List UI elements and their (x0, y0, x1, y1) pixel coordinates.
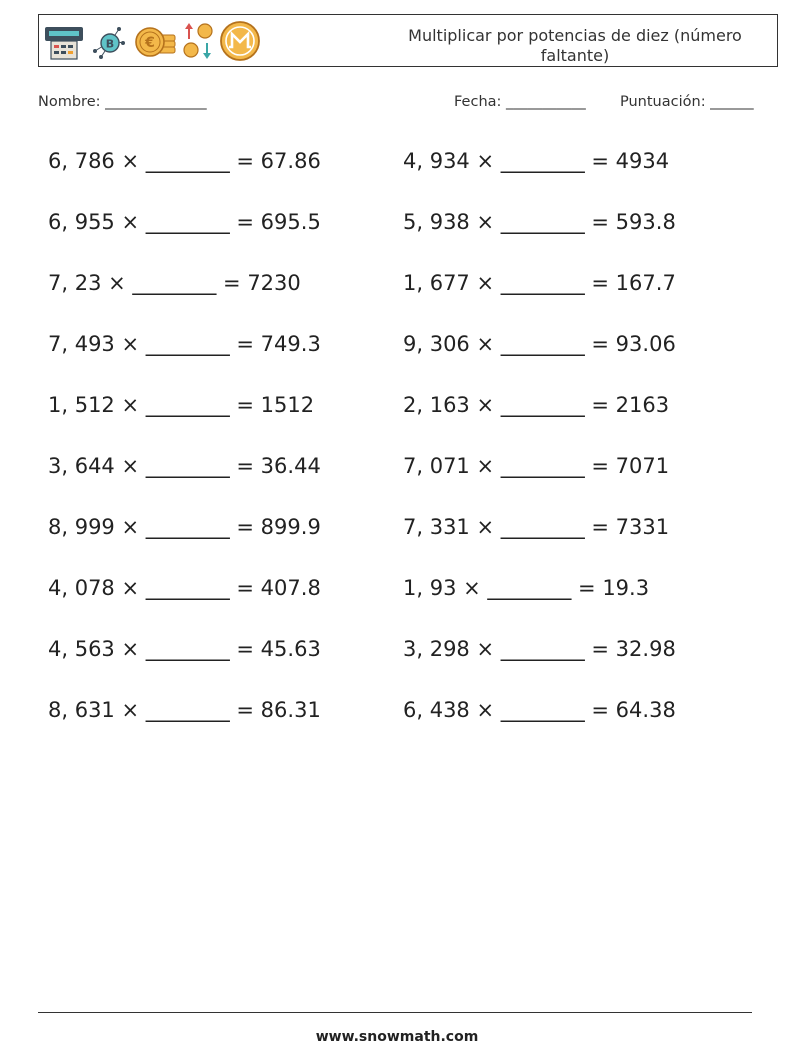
problem-left-7: 8, 999 × ________ = 899.9 (48, 515, 321, 539)
problem-right-2: 5, 938 × ________ = 593.8 (403, 210, 676, 234)
problem-right-6: 7, 071 × ________ = 7071 (403, 454, 670, 478)
problem-left-3: 7, 23 × ________ = 7230 (48, 271, 301, 295)
problem-right-4: 9, 306 × ________ = 93.06 (403, 332, 676, 356)
problem-left-9: 4, 563 × ________ = 45.63 (48, 637, 321, 661)
currency-exchange-icon (181, 21, 215, 61)
bitcoin-network-icon (89, 21, 129, 61)
problem-left-4: 7, 493 × ________ = 749.3 (48, 332, 321, 356)
name-field-label: Nombre: ______________ (38, 94, 207, 110)
problem-right-5: 2, 163 × ________ = 2163 (403, 393, 670, 417)
problem-right-1: 4, 934 × ________ = 4934 (403, 149, 670, 173)
problem-right-7: 7, 331 × ________ = 7331 (403, 515, 670, 539)
problem-left-6: 3, 644 × ________ = 36.44 (48, 454, 321, 478)
problem-right-3: 1, 677 × ________ = 167.7 (403, 271, 676, 295)
worksheet-header (38, 14, 778, 67)
worksheet-title: Multiplicar por potencias de diez (número faltante) (408, 26, 742, 65)
problem-left-5: 1, 512 × ________ = 1512 (48, 393, 315, 417)
footer-url: www.snowmath.com (315, 1029, 479, 1045)
date-field-label: Fecha: ___________ (454, 94, 586, 110)
problem-left-1: 6, 786 × ________ = 67.86 (48, 149, 321, 173)
header-icons (43, 19, 261, 63)
problem-left-2: 6, 955 × ________ = 695.5 (48, 210, 321, 234)
problem-right-9: 3, 298 × ________ = 32.98 (403, 637, 676, 661)
problem-left-10: 8, 631 × ________ = 86.31 (48, 698, 321, 722)
score-field-label: Puntuación: ______ (620, 94, 754, 110)
svg-text:B: B (105, 37, 115, 51)
footer-divider (38, 1012, 752, 1013)
problem-right-10: 6, 438 × ________ = 64.38 (403, 698, 676, 722)
problem-right-8: 1, 93 × ________ = 19.3 (403, 576, 650, 600)
problem-left-8: 4, 078 × ________ = 407.8 (48, 576, 321, 600)
monero-coin-icon (219, 20, 261, 62)
euro-coins-icon (133, 21, 177, 61)
atm-machine-icon (43, 21, 85, 61)
svg-text:€: € (145, 35, 155, 51)
